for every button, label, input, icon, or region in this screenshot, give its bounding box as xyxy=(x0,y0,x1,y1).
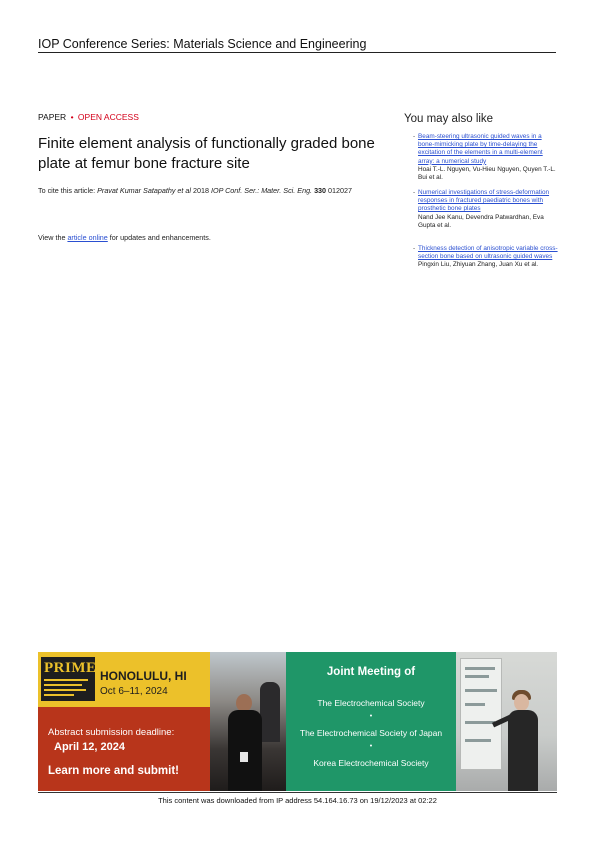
footer-rule xyxy=(38,792,557,793)
related-article-link[interactable]: Beam-steering ultrasonic guided waves in a bone-mimicking plate by time-delaying the excitation of the elements in a multi-element array: a numerical study xyxy=(418,133,543,165)
banner-dates: Oct 6–11, 2024 xyxy=(100,686,168,697)
related-article-authors: Hoai T.-L. Nguyen, Vu-Hieu Nguyen, Quyen T.-L. Bui et al. xyxy=(418,165,556,182)
paper-label: PAPER xyxy=(38,112,67,122)
journal-title: IOP Conference Series: Materials Science and Engineering xyxy=(38,37,367,51)
related-article-authors: Pingxin Liu, Zhiyuan Zhang, Juan Xu et al. xyxy=(418,261,539,269)
article-title: Finite element analysis of functionally graded bone plate at femur bone fracture site xyxy=(38,135,375,172)
banner-photo-poster-session xyxy=(456,652,557,791)
related-article-link[interactable]: Numerical investigations of stress-deformation responses in fractured paediatric bones with prosthetic bone plates xyxy=(418,189,550,213)
view-online-line xyxy=(38,233,211,242)
cite-year: 2018 xyxy=(191,186,211,195)
society-name: Korea Electrochemical Society xyxy=(313,758,429,768)
society-separator: • xyxy=(369,713,373,720)
photo-badge xyxy=(240,752,248,762)
view-prefix: View the xyxy=(38,233,68,242)
poster-text-line xyxy=(465,703,485,706)
poster-text-line xyxy=(465,721,495,724)
society-name: The Electrochemical Society of Japan xyxy=(299,728,443,738)
related-article xyxy=(413,245,558,270)
banner-location: HONOLULU, HI xyxy=(100,669,187,683)
related-article xyxy=(413,189,558,230)
deadline-label: Abstract submission deadline: xyxy=(48,727,175,738)
download-footer: This content was downloaded from IP address 54.164.16.73 on 19/12/2023 at 02:22 xyxy=(158,796,437,805)
poster-text-line xyxy=(465,675,489,678)
article-kicker xyxy=(38,112,139,122)
logo-line xyxy=(44,689,86,691)
learn-more-cta[interactable]: Learn more and submit! xyxy=(48,765,179,777)
bullet: - xyxy=(413,189,416,196)
poster-board xyxy=(460,658,502,770)
view-suffix: for updates and enhancements. xyxy=(107,233,211,242)
deadline-date: April 12, 2024 xyxy=(54,741,125,753)
photo-person-body xyxy=(228,710,262,791)
photo-presenter-body xyxy=(508,710,538,791)
open-access-label: OPEN ACCESS xyxy=(77,112,139,122)
citation xyxy=(38,186,398,196)
header-rule xyxy=(38,52,556,53)
bullet: - xyxy=(413,133,416,140)
you-may-also-like-heading: You may also like xyxy=(404,113,494,125)
article-online-link[interactable]: article online xyxy=(67,233,108,242)
logo-line xyxy=(44,684,82,686)
cite-authors: Pravat Kumar Satapathy et al xyxy=(97,186,192,195)
banner-red-panel xyxy=(38,707,210,791)
poster-text-line xyxy=(465,689,497,692)
conference-banner[interactable] xyxy=(38,652,557,791)
society-separator: • xyxy=(369,743,373,750)
logo-line xyxy=(44,679,88,681)
logo-line xyxy=(44,694,74,696)
society-name: The Electrochemical Society xyxy=(317,698,425,708)
banner-photo-attendee xyxy=(210,652,286,791)
related-article-link[interactable]: Thickness detection of anisotropic variable cross-section bone based on ultrasonic guided waves xyxy=(418,245,558,261)
cite-volume: 330 xyxy=(314,186,327,195)
prime-logo xyxy=(41,657,95,701)
photo-presenter-head xyxy=(514,694,529,711)
kicker-separator: • xyxy=(70,112,74,122)
related-article xyxy=(413,133,558,182)
cite-article: 012027 xyxy=(326,186,353,195)
related-article-authors: Nand Jee Kanu, Devendra Patwardhan, Eva Gupta et al. xyxy=(418,213,544,229)
cite-prefix: To cite this article: xyxy=(38,186,98,195)
photo-background-person xyxy=(260,682,280,742)
banner-green-panel xyxy=(286,652,456,791)
banner-yellow-panel xyxy=(38,652,210,707)
joint-meeting-title: Joint Meeting of xyxy=(326,666,416,678)
poster-text-line xyxy=(465,739,491,742)
cite-journal: IOP Conf. Ser.: Mater. Sci. Eng. xyxy=(211,186,313,195)
bullet: - xyxy=(413,245,416,252)
poster-text-line xyxy=(465,667,495,670)
prime-logo-text: PRIME xyxy=(44,660,97,676)
